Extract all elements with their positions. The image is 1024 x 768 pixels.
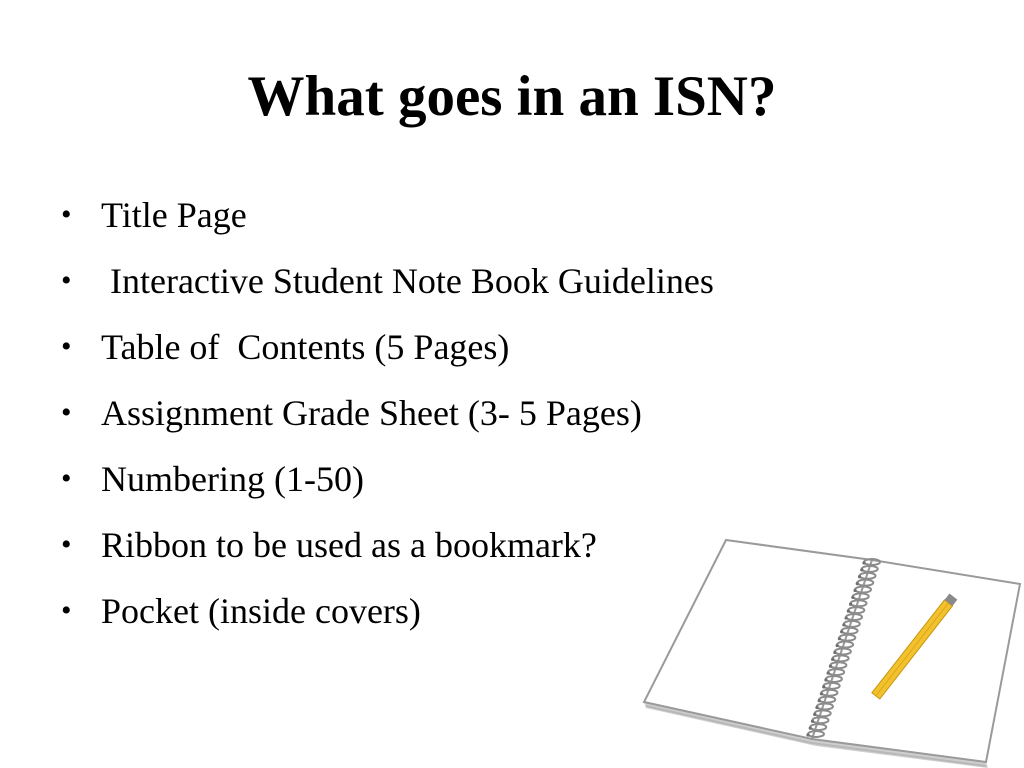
spiral-hole — [856, 582, 859, 585]
spiral-hole — [815, 706, 818, 709]
bullet-icon: • — [61, 198, 72, 231]
bullet-item-numbering — [58, 446, 714, 512]
spiral-hole — [818, 699, 821, 702]
spiral-hole — [829, 665, 832, 668]
slide-title: What goes in an ISN? — [247, 65, 777, 128]
spiral-hole — [858, 575, 861, 578]
spiral-hole — [862, 561, 865, 564]
bullet-text: Ribbon to be used as a bookmark? — [101, 525, 597, 565]
bullet-item-title-page — [58, 182, 714, 248]
bullet-item-grade-sheet — [58, 380, 714, 446]
spiral-hole — [827, 671, 830, 674]
spiral-hole — [820, 692, 823, 695]
spiral-hole — [860, 568, 863, 571]
spiral-hole — [811, 720, 814, 723]
spiral-hole — [833, 651, 836, 654]
bullet-icon: • — [61, 396, 72, 429]
spiral-hole — [849, 603, 852, 606]
bullet-text: Interactive Student Note Book Guidelines — [101, 261, 714, 301]
spiral-notebook-with-pencil-icon — [636, 536, 1024, 768]
bullet-text: Table of Contents (5 Pages) — [101, 327, 510, 367]
bullet-list — [58, 182, 714, 644]
bullet-icon: • — [61, 594, 72, 627]
bullet-text: Numbering (1-50) — [101, 459, 364, 499]
bullet-icon: • — [61, 330, 72, 363]
bullet-item-ribbon — [58, 512, 714, 578]
bullet-icon: • — [61, 264, 72, 297]
spiral-hole — [838, 637, 841, 640]
spiral-hole — [822, 685, 825, 688]
spiral-hole — [840, 630, 843, 633]
spiral-hole — [844, 616, 847, 619]
spiral-hole — [847, 610, 850, 613]
bullet-text: Assignment Grade Sheet (3- 5 Pages) — [101, 393, 642, 433]
spiral-hole — [809, 727, 812, 730]
spiral-hole — [842, 623, 845, 626]
spiral-hole — [853, 589, 856, 592]
bullet-item-pocket — [58, 578, 714, 644]
spiral-hole — [824, 678, 827, 681]
bullet-text: Title Page — [101, 195, 247, 235]
spiral-hole — [806, 733, 809, 736]
spiral-hole — [813, 713, 816, 716]
bullet-icon: • — [61, 528, 72, 561]
bullet-item-guidelines — [58, 248, 714, 314]
bullet-text: Pocket (inside covers) — [101, 591, 421, 631]
spiral-hole — [831, 658, 834, 661]
spiral-hole — [836, 644, 839, 647]
bullet-icon: • — [61, 462, 72, 495]
bullet-item-table-of-contents — [58, 314, 714, 380]
spiral-hole — [851, 596, 854, 599]
